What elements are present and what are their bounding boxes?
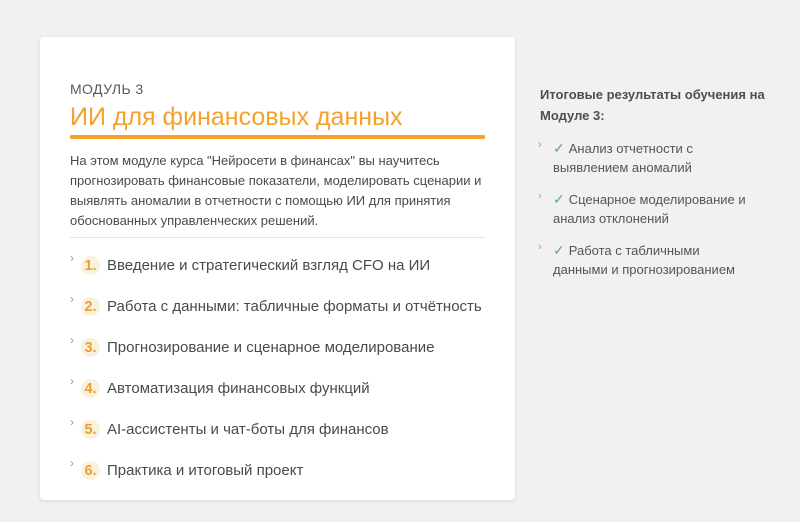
lesson-label: Работа с данными: табличные форматы и отчётность bbox=[107, 298, 482, 315]
outcome-item-1 bbox=[540, 139, 752, 177]
module-label: МОДУЛЬ 3 bbox=[70, 81, 144, 97]
lesson-number-badge: 6. bbox=[81, 461, 100, 480]
chevron-right-icon: › bbox=[70, 251, 74, 265]
lesson-number-badge: 3. bbox=[81, 338, 100, 357]
outcomes-heading: Итоговые результаты обучения на Модуле 3: bbox=[540, 87, 765, 123]
check-icon: ✓ bbox=[553, 140, 565, 156]
lesson-label: Прогнозирование и сценарное моделирование bbox=[107, 339, 435, 356]
lesson-label: Автоматизация финансовых функций bbox=[107, 380, 370, 397]
lesson-number-badge: 4. bbox=[81, 379, 100, 398]
module-description: На этом модуле курса "Нейросети в финансах" вы научитесь прогнозировать финансовые показатели, моделировать сценарии и выявлять аномалии в отчетности с помощью ИИ для принятия обоснованных управленческих решений. bbox=[70, 153, 482, 228]
check-icon: ✓ bbox=[553, 242, 565, 258]
lesson-item-6 bbox=[70, 456, 485, 482]
outcome-item-2 bbox=[540, 190, 752, 228]
lesson-list bbox=[70, 251, 485, 482]
lesson-number-badge: 5. bbox=[81, 420, 100, 439]
lesson-item-3 bbox=[70, 333, 485, 359]
lesson-label: Практика и итоговый проект bbox=[107, 462, 304, 479]
section-divider bbox=[70, 237, 485, 238]
check-icon: ✓ bbox=[553, 191, 565, 207]
chevron-right-icon: › bbox=[538, 241, 542, 253]
lesson-number-badge: 2. bbox=[81, 297, 100, 316]
module-card bbox=[40, 37, 515, 500]
lesson-item-1 bbox=[70, 251, 485, 277]
lesson-label: Введение и стратегический взгляд CFO на ИИ bbox=[107, 257, 431, 274]
outcome-label: Работа с табличными данными и прогнозированием bbox=[553, 243, 735, 277]
outcome-item-3 bbox=[540, 241, 752, 279]
lesson-number-badge: 1. bbox=[81, 256, 100, 275]
chevron-right-icon: › bbox=[538, 190, 542, 202]
outcome-label: Сценарное моделирование и анализ отклонений bbox=[553, 192, 746, 226]
module-title: ИИ для финансовых данных bbox=[70, 103, 403, 131]
lesson-item-5 bbox=[70, 415, 485, 441]
chevron-right-icon: › bbox=[70, 374, 74, 388]
chevron-right-icon: › bbox=[70, 292, 74, 306]
lesson-item-2 bbox=[70, 292, 485, 318]
outcome-label: Анализ отчетности с выявлением аномалий bbox=[553, 141, 693, 175]
lesson-label: AI-ассистенты и чат-боты для финансов bbox=[107, 421, 389, 438]
chevron-right-icon: › bbox=[70, 415, 74, 429]
title-underline-bar bbox=[70, 135, 485, 139]
learning-outcomes-panel bbox=[540, 84, 780, 292]
chevron-right-icon: › bbox=[70, 456, 74, 470]
lesson-item-4 bbox=[70, 374, 485, 400]
outcomes-list bbox=[540, 139, 752, 279]
chevron-right-icon: › bbox=[538, 139, 542, 151]
chevron-right-icon: › bbox=[70, 333, 74, 347]
